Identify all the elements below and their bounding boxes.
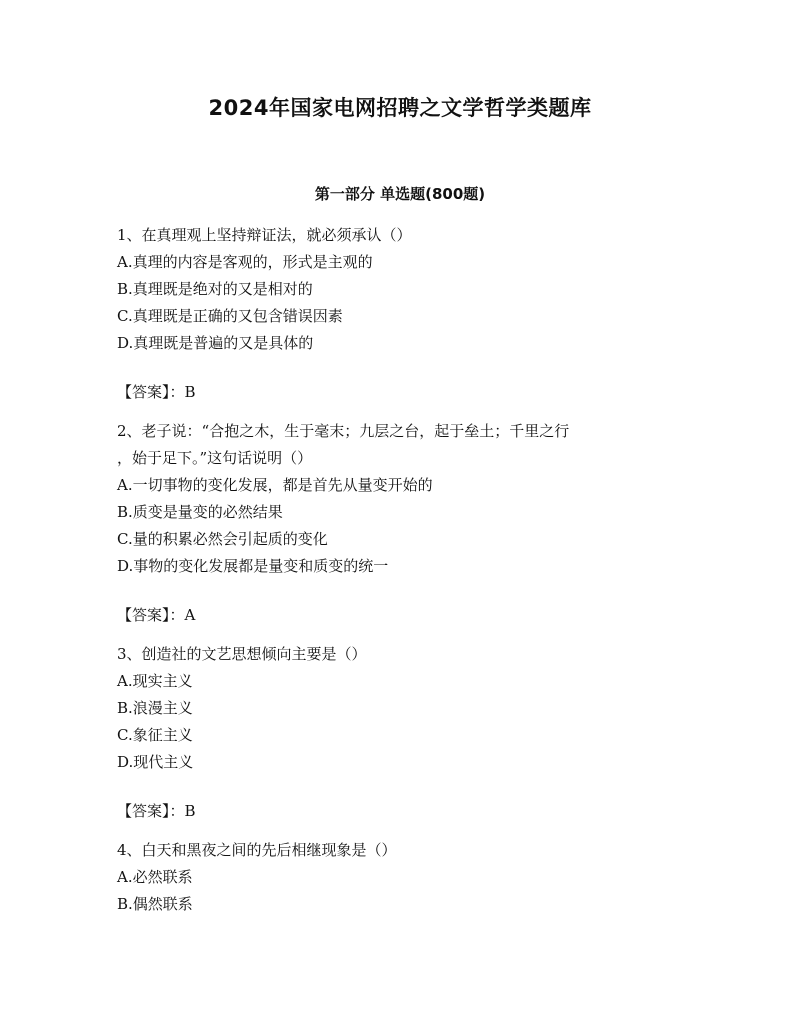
document-title: 2024年国家电网招聘之文学哲学类题库 [208, 96, 592, 120]
option-d: D.真理既是普遍的又是具体的 [117, 334, 314, 352]
answer-text: 【答案】：B [117, 383, 196, 401]
option-a: A.必然联系 [117, 868, 193, 886]
question-item [117, 641, 697, 825]
question-text: 1、在真理观上坚持辩证法，就必须承认（） [117, 226, 412, 244]
option-c: C.真理既是正确的又包含错误因素 [117, 307, 343, 325]
option-a: A.真理的内容是客观的，形式是主观的 [117, 253, 373, 271]
question-text: 3、创造社的文艺思想倾向主要是（） [117, 645, 367, 663]
question-item [117, 837, 697, 918]
option-a: A.现实主义 [117, 672, 193, 690]
option-d: D.现代主义 [117, 753, 194, 771]
question-list [117, 222, 697, 918]
question-item [117, 418, 697, 629]
option-c: C.量的积累必然会引起质的变化 [117, 530, 328, 548]
option-b: B.真理既是绝对的又是相对的 [117, 280, 313, 298]
option-b: B.质变是量变的必然结果 [117, 503, 283, 521]
question-text: 2、老子说：“合抱之木，生于毫末；九层之台，起于垒土；千里之行 [117, 422, 570, 440]
question-text-continued: ，始于足下。”这句话说明（） [117, 449, 313, 467]
answer-text: 【答案】：A [117, 606, 196, 624]
option-b: B.偶然联系 [117, 895, 193, 913]
option-d: D.事物的变化发展都是量变和质变的统一 [117, 557, 389, 575]
question-text: 4、白天和黑夜之间的先后相继现象是（） [117, 841, 397, 859]
section-title: 第一部分 单选题(800题) [314, 185, 486, 203]
option-b: B.浪漫主义 [117, 699, 193, 717]
option-c: C.象征主义 [117, 726, 193, 744]
answer-text: 【答案】：B [117, 802, 196, 820]
option-a: A.一切事物的变化发展，都是首先从量变开始的 [117, 476, 433, 494]
question-item [117, 222, 697, 406]
